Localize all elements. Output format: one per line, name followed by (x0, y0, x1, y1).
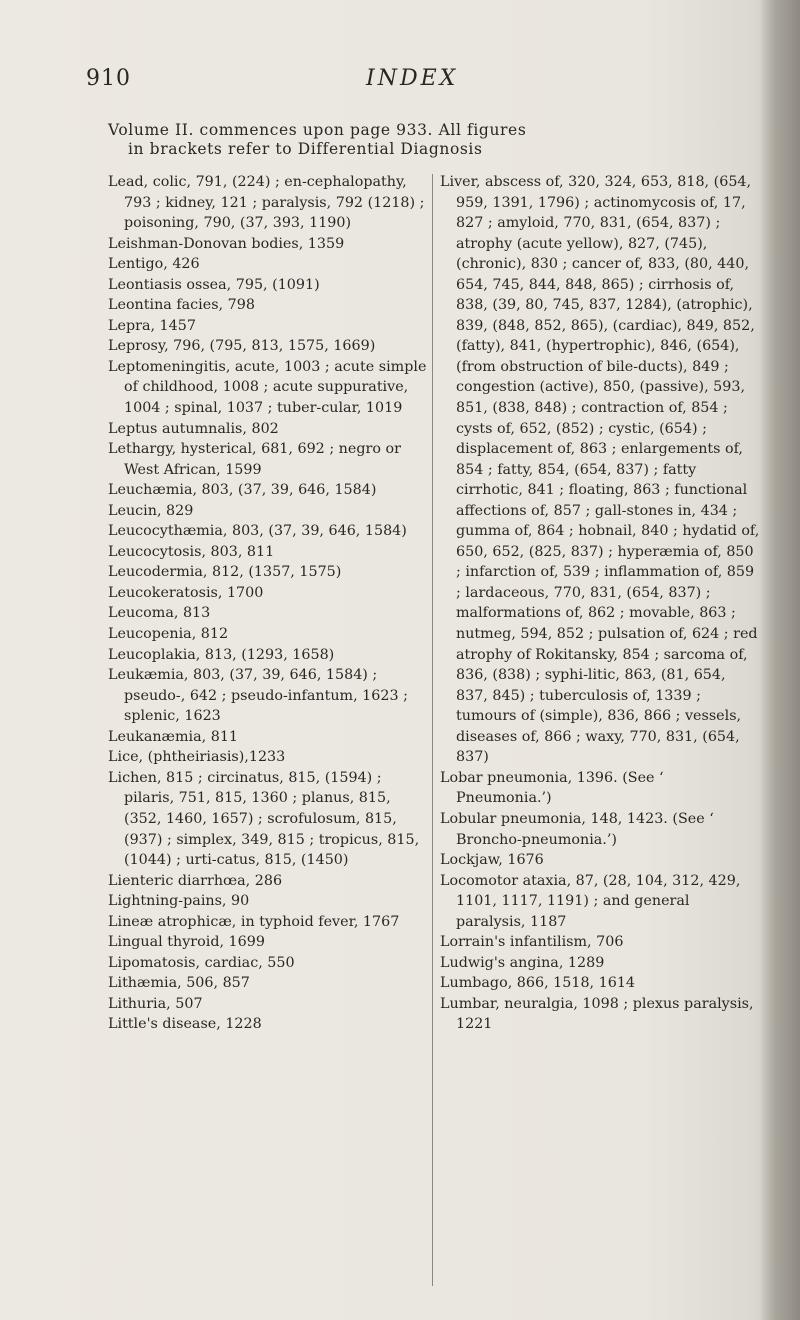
running-title: INDEX (366, 66, 459, 91)
index-entry: Leptomeningitis, acute, 1003 ; acute simple of childhood, 1008 ; acute suppurative, 1004 ; spinal, 1037 ; tuber-cular, 1019 (108, 358, 427, 417)
index-entry: Little's disease, 1228 (108, 1016, 262, 1033)
volume-notice-line-2: in brackets refer to Differential Diagnosis (128, 140, 483, 158)
index-entry: Leishman-Donovan bodies, 1359 (108, 235, 345, 252)
index-entry: Leucocytosis, 803, 811 (108, 543, 275, 560)
index-entry: Leprosy, 796, (795, 813, 1575, 1669) (108, 338, 376, 355)
index-entry: Liver, abscess of, 320, 324, 653, 818, (654, 959, 1391, 1796) ; actinomycosis of, 17, 827 ; amyloid, 770, 831, (654, 837) ; atrophy (acute yellow), 827, (745), (chronic), 830 ; cancer of, 833, (80, 440, 654, 745, 844, 848, 865) ; cirrhosis of, 838, (39, 80, 745, 837, 1284), (atrophic), 839, (848, 852, 865), (cardiac), 849, 852, (fatty), 841, (hypertrophic), 846, (654), (from obstruction of bile-ducts), 849 ; congestion (active), 850, (passive), 593, 851, (838, 848) ; contraction of, 854 ; cysts of, 652, (852) ; cystic, (654) ; displacement of, 863 ; enlargements of, 854 ; fatty, 854, (654, 837) ; fatty cirrhotic, 841 ; floating, 863 ; functional affections of, 857 ; gall-stones in, 434 ; gumma of, 864 ; hobnail, 840 ; hydatid of, 650, 652, (825, 837) ; hyperæmia of, 850 ; infarction of, 539 ; inflammation of, 859 ; lardaceous, 770, 831, (654, 837) ; malformations of, 862 ; movable, 863 ; nutmeg, 594, 852 ; pulsation of, 624 ; red atrophy of Rokitansky, 854 ; sarcoma of, 836, (838) ; syphi-litic, 863, (81, 654, 837, 845) ; tuberculosis of, 1339 ; tumours of (simple), 836, 866 ; vessels, diseases of, 866 ; waxy, 770, 831, (654, 837) (440, 174, 760, 766)
index-entry: Leucodermia, 812, (1357, 1575) (108, 564, 342, 581)
index-entry: Leontiasis ossea, 795, (1091) (108, 276, 320, 293)
index-column-left (108, 172, 428, 1035)
index-entry: Lineæ atrophicæ, in typhoid fever, 1767 (108, 913, 400, 930)
index-entry: Lumbar, neuralgia, 1098 ; plexus paralysis, 1221 (440, 995, 754, 1033)
index-entry: Leptus autumnalis, 802 (108, 420, 279, 437)
page-number: 910 (86, 66, 131, 91)
index-entry: Lethargy, hysterical, 681, 692 ; negro or West African, 1599 (108, 441, 401, 478)
volume-notice (108, 121, 748, 159)
page-edge-shadow (760, 0, 800, 1320)
index-entry: Leucoplakia, 813, (1293, 1658) (108, 646, 335, 663)
index-entry: Lightning-pains, 90 (108, 893, 250, 910)
index-entry: Leucin, 829 (108, 502, 194, 519)
index-entry: Leucoma, 813 (108, 605, 211, 622)
index-entry: Leuchæmia, 803, (37, 39, 646, 1584) (108, 482, 377, 499)
page-header (86, 66, 686, 106)
index-entry: Leucocythæmia, 803, (37, 39, 646, 1584) (108, 523, 407, 540)
index-entry: Lepra, 1457 (108, 317, 196, 334)
index-entry: Lockjaw, 1676 (440, 852, 544, 869)
index-entry: Lichen, 815 ; circinatus, 815, (1594) ; pilaris, 751, 815, 1360 ; planus, 815, (352, 1460, 1657) ; scrofulosum, 815, (937) ; simplex, 349, 815 ; tropicus, 815, (1044) ; urti-catus, 815, (1450) (108, 769, 420, 869)
index-entry: Lobar pneumonia, 1396. (See ‘ Pneumonia.’) (440, 769, 664, 807)
index-entry: Ludwig's angina, 1289 (440, 954, 605, 971)
index-entry: Lice, (phtheiriasis),1233 (108, 749, 286, 766)
index-entry: Leucopenia, 812 (108, 626, 229, 643)
index-entry: Lingual thyroid, 1699 (108, 934, 265, 951)
index-entry: Lorrain's infantilism, 706 (440, 934, 624, 951)
index-entry: Leucokeratosis, 1700 (108, 584, 264, 601)
index-entry: Lithuria, 507 (108, 995, 203, 1012)
volume-notice-line-1: Volume II. commences upon page 933. All figures (108, 121, 527, 139)
index-entry: Lobular pneumonia, 148, 1423. (See ‘ Broncho-pneumonia.’) (440, 810, 714, 848)
index-column-right (440, 172, 760, 1035)
index-entry: Lienteric diarrhœa, 286 (108, 872, 283, 889)
column-divider (432, 174, 433, 1286)
index-entry: Leontina facies, 798 (108, 297, 255, 314)
index-entry: Lithæmia, 506, 857 (108, 975, 250, 992)
index-entry: Locomotor ataxia, 87, (28, 104, 312, 429, 1101, 1117, 1191) ; and general paralysis, 1187 (440, 872, 741, 930)
index-entry: Lipomatosis, cardiac, 550 (108, 954, 295, 971)
index-entry: Leukanæmia, 811 (108, 728, 239, 745)
index-entry: Leukæmia, 803, (37, 39, 646, 1584) ; pseudo-, 642 ; pseudo-infantum, 1623 ; splenic, 1623 (108, 667, 408, 725)
index-entry: Lentigo, 426 (108, 256, 200, 273)
index-entry: Lead, colic, 791, (224) ; en-cephalopathy, 793 ; kidney, 121 ; paralysis, 792 (1218) ; poisoning, 790, (37, 393, 1190) (108, 174, 425, 232)
index-entry: Lumbago, 866, 1518, 1614 (440, 975, 636, 992)
